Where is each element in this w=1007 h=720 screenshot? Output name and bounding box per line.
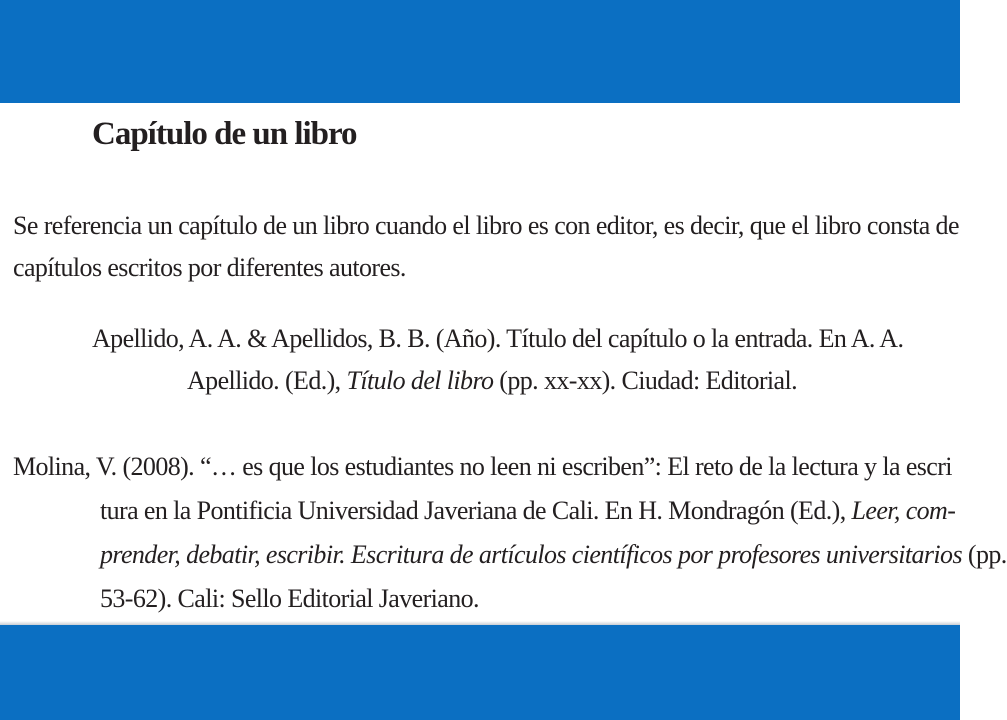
format-reference-pages-publisher: (pp. xx-xx). Ciudad: Editorial. <box>493 366 797 395</box>
bottom-blue-band <box>0 625 960 720</box>
example-reference-pages-label: (pp. <box>961 540 1007 569</box>
format-reference-line-1: Apellido, A. A. & Apellidos, B. B. (Año). Título del capítulo o la entrada. En A. A. <box>92 324 904 353</box>
description-line-1: Se referencia un capítulo de un libro cuando el libro es con editor, es decir, que el libro consta de <box>13 211 959 240</box>
description-paragraph <box>13 205 959 289</box>
format-reference-book-title: Título del libro <box>346 366 494 395</box>
example-reference-book-title-start: Leer, com- <box>851 496 956 525</box>
format-reference-editor: Apellido. (Ed.), <box>187 366 347 395</box>
example-reference-line-1: Molina, V. (2008). “… es que los estudiantes no leen ni escriben”: El reto de la lectura y la escri <box>13 452 952 481</box>
example-reference-line-4: 53-62). Cali: Sello Editorial Javeriano. <box>100 584 479 613</box>
example-reference <box>13 445 1007 621</box>
example-reference-line-2 <box>13 489 956 533</box>
example-reference-line-3 <box>13 533 1007 577</box>
description-line-2: capítulos escritos por diferentes autores. <box>13 253 406 282</box>
section-heading: Capítulo de un libro <box>92 116 357 152</box>
example-reference-book-title-end: prender, debatir, escribir. Escritura de artículos científicos por profesores universitarios <box>100 540 962 569</box>
format-reference-line-2 <box>92 360 952 402</box>
format-reference <box>92 318 952 402</box>
example-reference-line-2-text: tura en la Pontificia Universidad Javeriana de Cali. En H. Mondragón (Ed.), <box>100 496 852 525</box>
top-blue-band <box>0 0 960 103</box>
